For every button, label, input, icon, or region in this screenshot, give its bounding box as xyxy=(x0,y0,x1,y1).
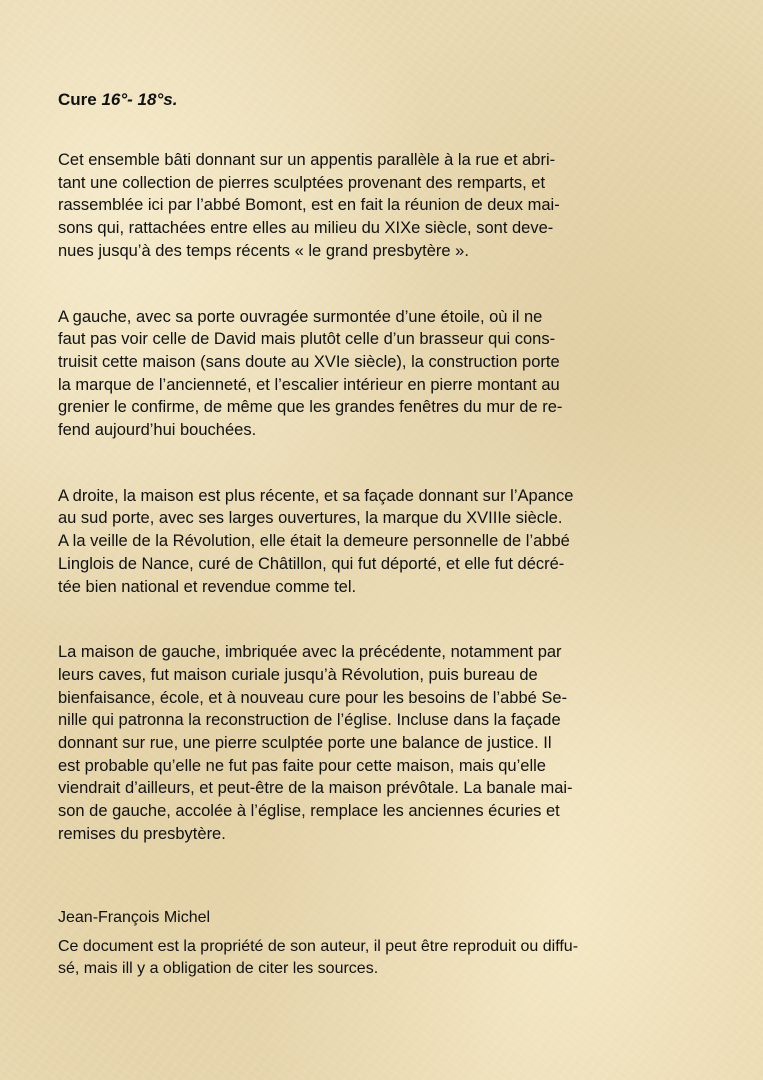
document-title xyxy=(58,88,698,112)
copyright-notice: Ce document est la propriété de son auteur, il peut être reproduit ou diffu- sé, mais ill y a obligation de citer les sources. xyxy=(58,937,579,978)
title-dates: 16°- 18°s. xyxy=(101,90,178,109)
author-name: Jean-François Michel xyxy=(58,908,211,926)
paragraph-left-house: A gauche, avec sa porte ouvragée surmontée d’une étoile, où il ne faut pas voir celle de David mais plutôt celle d’un brasseur qui cons- truisit cette maison (sans doute au XVIe siècle), la construction porte la marque de l’ancienneté, et l’escalier intérieur en pierre montant au grenier le confirme, de même que les grandes fenêtres du mur de re- fend aujourd’hui bouchées. xyxy=(58,307,563,440)
paragraph-curial-house: La maison de gauche, imbriquée avec la précédente, notamment par leurs caves, fut maison curiale jusqu’à Révolution, puis bureau de bienfaisance, école, et à nouveau cure pour les besoins de l’abbé Se- nille qui patronna la reconstruction de l’église. Incluse dans la façade donnant sur rue, une pierre sculptée porte une balance de justice. Il est probable qu’elle ne fut pas faite pour cette maison, mais qu’elle viendrait d’ailleurs, et peut-être de la maison prévôtale. La banale mai- son de gauche, accolée à l’église, remplace les anciennes écuries et remises du presbytère. xyxy=(58,643,573,843)
paragraph-ensemble: Cet ensemble bâti donnant sur un appentis parallèle à la rue et abri- tant une collection de pierres sculptées provenant des remparts, et rassemblée ici par l’abbé Bomont, est en fait la réunion de deux mai- sons qui, rattachées entre elles au milieu du XIXe siècle, sont deve- nues jusqu’à des temps récents « le grand presbytère ». xyxy=(58,151,560,260)
document-page xyxy=(58,88,698,981)
paragraph-right-house: A droite, la maison est plus récente, et sa façade donnant sur l’Apance au sud porte, avec ses larges ouvertures, la marque du XVIIIe siècle. A la veille de la Révolution, elle était la demeure personnelle de l’abbé Linglois de Nance, curé de Châtillon, qui fut déporté, et elle fut décré- tée bien national et revendue comme tel. xyxy=(58,486,574,596)
title-main: Cure xyxy=(58,90,97,109)
